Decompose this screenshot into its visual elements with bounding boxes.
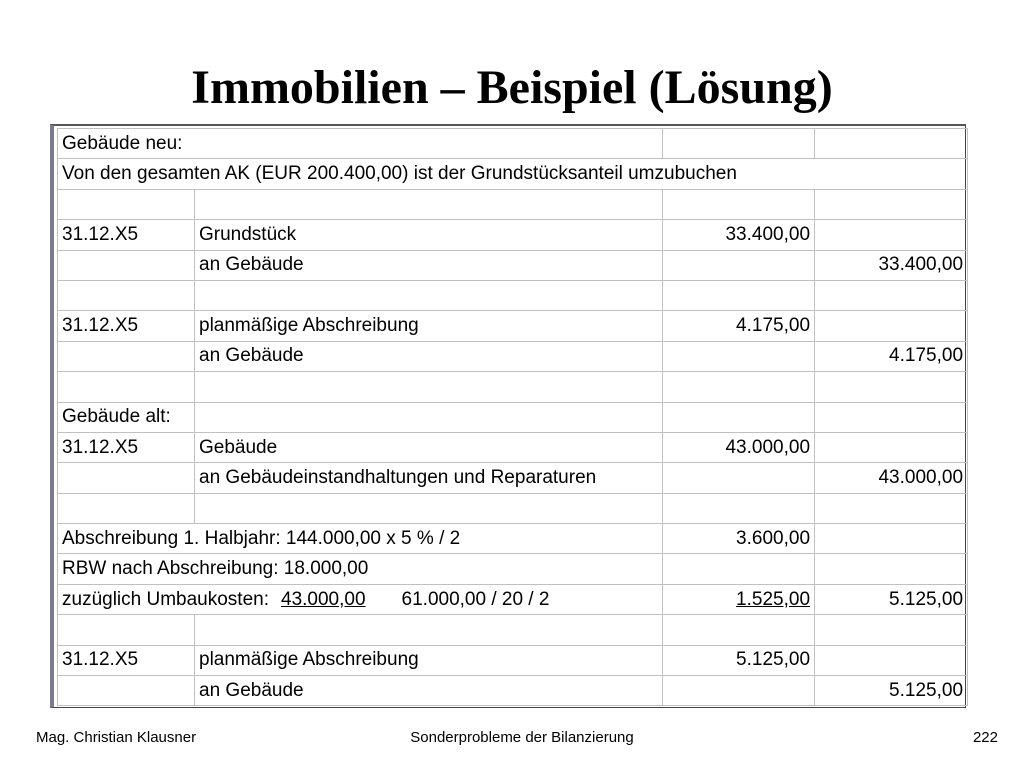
table-row (58, 189, 968, 219)
debit-amount: 33.400,00 (663, 220, 815, 250)
table-row (58, 524, 968, 554)
booking-date: 31.12.X5 (58, 220, 195, 250)
table-row (58, 159, 968, 189)
table-row (58, 402, 968, 432)
table-row (58, 615, 968, 645)
footer-topic: Sonderprobleme der Bilanzierung (410, 729, 634, 746)
renovation-amount (663, 584, 815, 614)
table-row (58, 250, 968, 280)
credit-account: an Gebäudeinstandhaltungen und Reparaturen (195, 463, 663, 493)
table-row (58, 220, 968, 250)
renovation-formula: 61.000,00 / 20 / 2 (401, 588, 550, 610)
debit-amount: 43.000,00 (663, 432, 815, 462)
intro-text: Von den gesamten AK (EUR 200.400,00) ist der Grundstücksanteil umzubuchen (58, 159, 968, 189)
depreciation-total: 5.125,00 (815, 584, 968, 614)
credit-account: an Gebäude (195, 676, 663, 706)
spreadsheet (50, 124, 966, 708)
table-row (58, 372, 968, 402)
table-row (58, 463, 968, 493)
depreciation-calc-amount: 3.600,00 (663, 524, 815, 554)
table-row (58, 341, 968, 371)
renovation-calc (58, 584, 663, 614)
footer-author: Mag. Christian Klausner (36, 729, 197, 746)
renovation-cost: 43.000,00 (281, 588, 366, 610)
booking-date: 31.12.X5 (58, 311, 195, 341)
table-row (58, 645, 968, 675)
table-row (58, 311, 968, 341)
depreciation-calc-text: Abschreibung 1. Halbjahr: 144.000,00 x 5 % / 2 (58, 524, 663, 554)
table-row (58, 676, 968, 706)
renovation-amount-value: 1.525,00 (736, 588, 811, 610)
renovation-label: zuzüglich Umbaukosten: (62, 588, 269, 610)
table-row (58, 280, 968, 310)
table-row (58, 129, 968, 159)
footer-page-number: 222 (972, 729, 998, 746)
section-header-new-building: Gebäude neu: (58, 129, 663, 159)
debit-account: planmäßige Abschreibung (195, 645, 663, 675)
debit-amount: 4.175,00 (663, 311, 815, 341)
credit-amount: 33.400,00 (815, 250, 968, 280)
section-header-old-building: Gebäude alt: (58, 402, 195, 432)
credit-amount: 4.175,00 (815, 341, 968, 371)
debit-amount: 5.125,00 (663, 645, 815, 675)
table-row (58, 493, 968, 523)
credit-amount: 43.000,00 (815, 463, 968, 493)
credit-account: an Gebäude (195, 250, 663, 280)
debit-account: Gebäude (195, 432, 663, 462)
debit-account: Grundstück (195, 220, 663, 250)
table-row (58, 554, 968, 584)
booking-table (57, 128, 968, 706)
residual-value-text: RBW nach Abschreibung: 18.000,00 (58, 554, 663, 584)
credit-amount: 5.125,00 (815, 676, 968, 706)
table-row (58, 584, 968, 614)
credit-account: an Gebäude (195, 341, 663, 371)
booking-date: 31.12.X5 (58, 645, 195, 675)
debit-account: planmäßige Abschreibung (195, 311, 663, 341)
table-row (58, 432, 968, 462)
booking-date: 31.12.X5 (58, 432, 195, 462)
slide-title: Immobilien – Beispiel (Lösung) (191, 61, 833, 114)
